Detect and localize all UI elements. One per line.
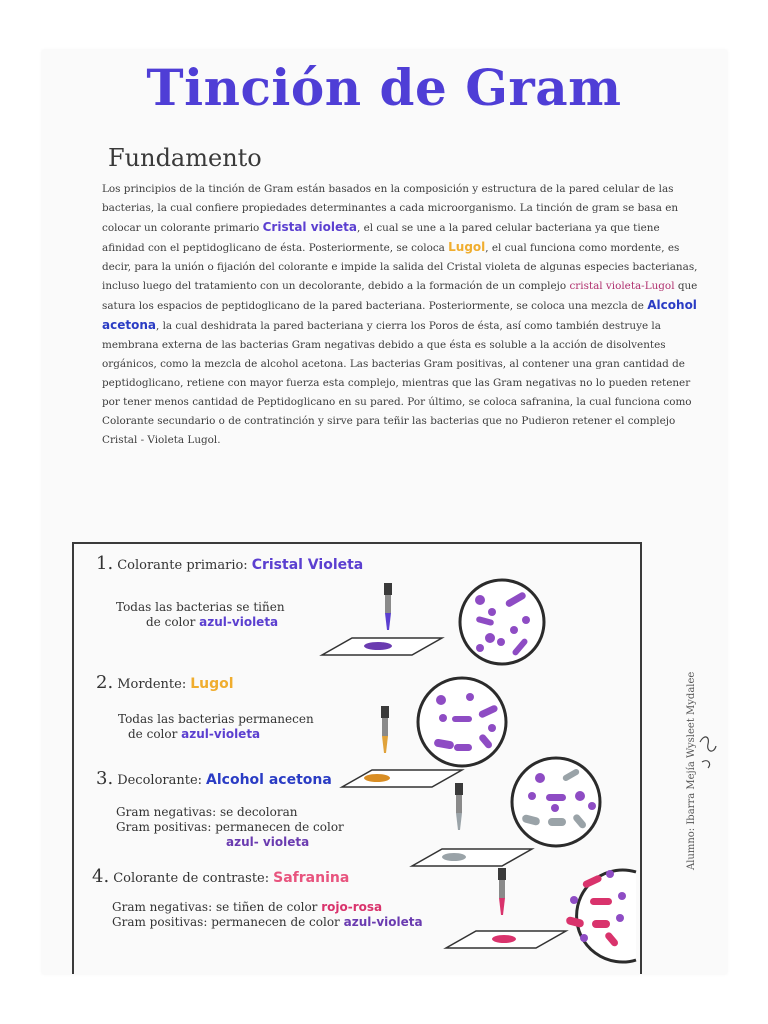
- highlight-complex: cristal violeta-Lugol: [569, 280, 675, 292]
- step-2-dropper-icon: [381, 706, 389, 753]
- step-3-reagent: Alcohol acetona: [206, 772, 332, 788]
- step-1-note: Todas las bacterias se tiñen de color azul-violeta: [116, 600, 285, 629]
- section-heading: Fundamento: [108, 144, 262, 172]
- step-2-microscope-field: [418, 678, 506, 766]
- step-4-microscope-field: [565, 870, 636, 962]
- step-1-title: 1. Colorante primario: Cristal Violeta: [96, 553, 364, 574]
- step-3-slide-icon: [412, 849, 532, 866]
- step-1-dropper-icon: [384, 583, 392, 630]
- author-credit: Alumno: Ibarra Mejía Wysleet Mydalee: [686, 671, 697, 870]
- step-3-title: 3. Decolorante: Alcohol acetona: [96, 768, 332, 789]
- paragraph-text: , el cual se une a la pared celular bacteriana ya que tiene afinidad con el peptidoglicano de ésta. Posteriormente, se coloca: [102, 222, 660, 254]
- step-4-reagent: Safranina: [273, 870, 350, 886]
- step-4-note: Gram negativas: se tiñen de color rojo-rosa Gram positivas: permanecen de color azul-violeta: [112, 900, 423, 929]
- highlight-lugol: Lugol: [448, 240, 486, 254]
- paragraph-text: que satura los espacios de peptidoglicano de la pared bacteriana. Posteriormente, se coloca una mezcla de: [102, 280, 698, 312]
- paragraph-text: , la cual deshidrata la pared bacteriana y cierra los Poros de ésta, así como también destruye la membrana externa de las bacterias Gram negativas debido a que ésta es soluble a la acción de disolventes orgánicos, como la mezcla de alcohol acetona. Las bacterias Gram positivas, al contener una gran cantidad de peptidoglicano, retiene con mayor fuerza esta complejo, mientras que las Gram negativas no lo pueden retener por tener menos cantidad de Peptidoglicano en su pared. Por último, se coloca safranina, la cual funciona como Colorante secundario o de contratinción y sirve para teñir las bacterias que no Pudieron retener el complejo Cristal - Violeta Lugol.: [102, 320, 692, 446]
- step-3-dropper-icon: [455, 783, 463, 830]
- step-4-dropper-icon: [498, 868, 506, 915]
- step-3-note: Gram negativas: se decoloran Gram positivas: permanecen de color azul- violeta: [116, 805, 344, 849]
- step-4-title: 4. Colorante de contraste: Safranina: [92, 866, 350, 887]
- signature-mark: [700, 737, 716, 768]
- step-4-slide-icon: [446, 931, 566, 948]
- step-2-title: 2. Mordente: Lugol: [96, 672, 234, 693]
- highlight-cristal-violeta: Cristal violeta: [262, 220, 357, 234]
- page-title: Tinción de Gram: [146, 58, 622, 117]
- step-2-slide-icon: [342, 770, 462, 787]
- step-1-microscope-field: [460, 580, 544, 664]
- step-3-microscope-field: [512, 758, 600, 846]
- highlight-alcohol-acetona: Alcohol acetona: [102, 298, 697, 332]
- step-2-note: Todas las bacterias permanecen de color azul-violeta: [118, 712, 314, 741]
- paragraph-text: Los principios de la tinción de Gram están basados en la composición y estructura de la pared celular de las bacterias, la cual confiere propiedades determinantes a cada microorganismo. La tinción de gram se basa en colocar un colorante primario: [102, 183, 679, 234]
- step-1-reagent: Cristal Violeta: [251, 557, 364, 573]
- step-2-reagent: Lugol: [190, 676, 234, 692]
- paragraph-text: , el cual funciona como mordente, es decir, para la unión o fijación del colorante e impide la salida del Cristal violeta de algunas especies bacterianas, incluso luego del tratamiento con un decolorante, debido a la formación de un complejo: [102, 242, 698, 292]
- step-1-slide-icon: [322, 638, 442, 655]
